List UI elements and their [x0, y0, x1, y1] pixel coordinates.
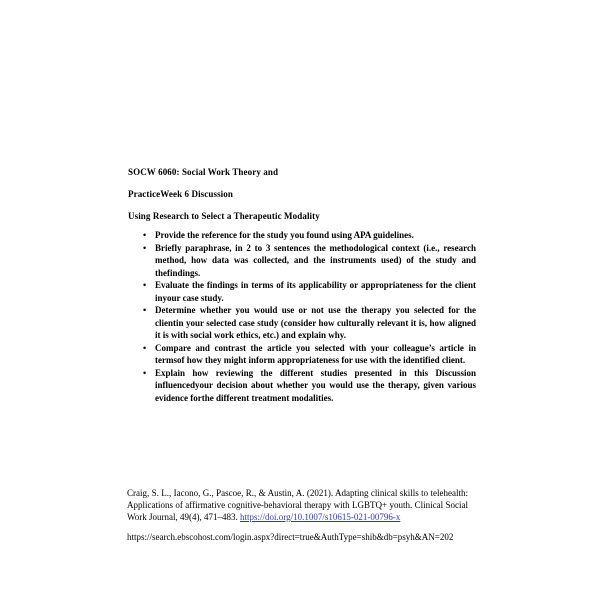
doi-link[interactable]: https://doi.org/10.1007/s10615-021-00796-x [240, 512, 401, 522]
instruction-item: • Briefly paraphrase, in 2 to 3 sentences the methodological context (i.e., research method, how data was collected, and the instruments used) of the study and thefindings. [128, 242, 476, 280]
ebsco-database-url: https://search.ebscohost.com/login.aspx?direct=true&AuthType=shib&db=psyh&AN=202 [127, 532, 454, 542]
apa-citation [127, 487, 468, 523]
citation-text: Craig, S. L., Iacono, G., Pascoe, R., & Austin, A. (2021). Adapting clinical skills to telehealth: Applications of affirmative cognitive-behavioral therapy with LGBTQ+ youth. Clinical Social Work Journal, 49(4), 471–483. [127, 488, 468, 522]
instruction-item: • Provide the reference for the study you found using APA guidelines. [128, 229, 476, 242]
instruction-item: • Explain how reviewing the different studies presented in this Discussion influencedyour decision about whether you would use the therapy, given various evidence forthe different treatment modalities. [128, 367, 476, 405]
course-title: SOCW 6060: Social Work Theory and [128, 167, 279, 177]
instruction-item: • Determine whether you would use or not use the therapy you selected for the clientin your selected case study (consider how culturally relevant it is, how aligned it is with social work ethics, etc.) and explain why. [128, 304, 476, 342]
instructions-list [128, 229, 476, 404]
week-discussion-title: PracticeWeek 6 Discussion [128, 189, 233, 199]
assignment-title: Using Research to Select a Therapeutic Modality [128, 211, 320, 221]
instruction-item: • Compare and contrast the article you selected with your colleague’s article in termsof how they might inform appropriateness for use with the identified client. [128, 342, 476, 367]
instruction-item: • Evaluate the findings in terms of its applicability or appropriateness for the client inyour case study. [128, 279, 476, 304]
document-header [128, 168, 473, 234]
